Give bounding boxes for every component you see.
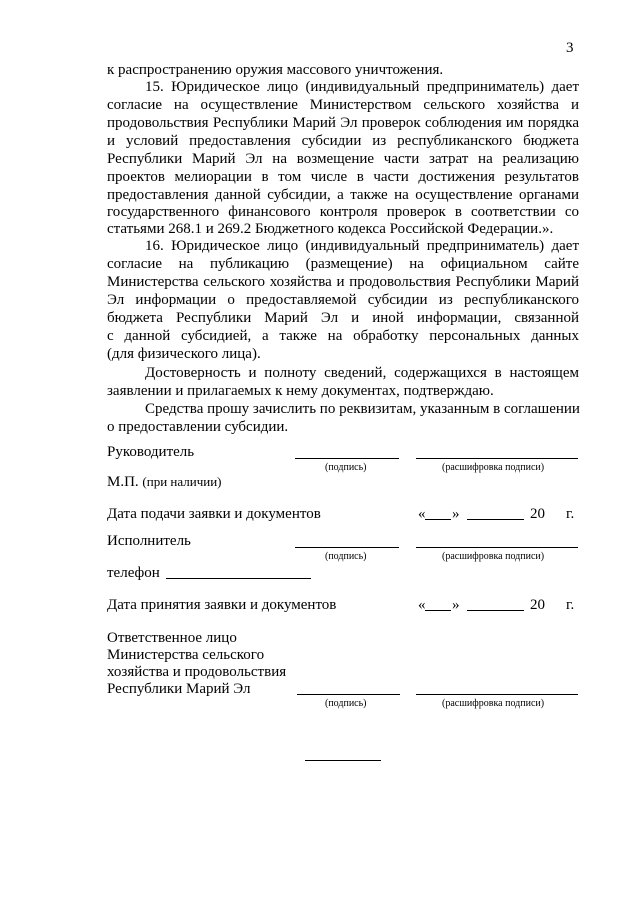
text-line: продовольствия Республики Марий Эл проверок соблюдения им порядка	[107, 115, 579, 131]
executor-decoding-line[interactable]	[416, 547, 578, 548]
text-line: 16. Юридическое лицо (индивидуальный предприниматель) дает	[145, 238, 579, 254]
head-label: Руководитель	[107, 444, 195, 460]
signature-caption: (подпись)	[325, 698, 367, 709]
text-line: и условий предоставления субсидии из республиканского бюджета	[107, 133, 579, 149]
acceptance-day-field[interactable]	[425, 610, 451, 611]
decoding-caption: (расшифровка подписи)	[442, 698, 545, 709]
stamp-note: (при наличии)	[142, 474, 222, 489]
acceptance-year-prefix: 20	[530, 597, 545, 613]
submission-date-open-quote: «	[418, 506, 426, 522]
signature-caption: (подпись)	[325, 551, 367, 562]
text-line: Достоверность и полноту сведений, содержащихся в настоящем	[145, 365, 579, 381]
responsible-signature-line[interactable]	[297, 694, 400, 695]
decoding-caption: (расшифровка подписи)	[442, 462, 545, 473]
text-line: 15. Юридическое лицо (индивидуальный предприниматель) дает	[145, 79, 579, 95]
text-line: согласие на публикацию (размещение) на официальном сайте	[107, 256, 579, 272]
acceptance-month-field[interactable]	[467, 610, 524, 611]
executor-signature-line[interactable]	[295, 547, 399, 548]
stamp-row	[107, 474, 221, 490]
signature-caption: (подпись)	[325, 462, 367, 473]
text-line: предоставления данной субсидии, а также на осуществление органами	[107, 187, 579, 203]
text-line: заявлении и прилагаемых к нему документах, подтверждаю.	[107, 383, 494, 399]
stamp-label: М.П.	[107, 474, 139, 490]
text-line: государственного финансового контроля проверок в соответствии со	[107, 204, 579, 220]
text-line: с данной субсидией, а также на обработку персональных данных	[107, 328, 579, 344]
text-line: согласие на осуществление Министерством сельского хозяйства и	[107, 97, 579, 113]
submission-date-close-quote: »	[452, 506, 460, 522]
acceptance-year-suffix: г.	[566, 597, 575, 613]
phone-field[interactable]	[166, 578, 311, 579]
text-line: статьями 268.1 и 269.2 Бюджетного кодекса Российской Федерации.».	[107, 221, 554, 237]
responsible-line: хозяйства и продовольствия	[107, 664, 287, 680]
head-signature-line[interactable]	[295, 458, 399, 459]
text-line: Министерства сельского хозяйства и продовольствия Республики Марий	[107, 274, 579, 290]
decoding-caption: (расшифровка подписи)	[442, 551, 545, 562]
submission-year-suffix: г.	[566, 506, 575, 522]
text-line: к распространению оружия массового уничтожения.	[107, 62, 444, 78]
acceptance-date-open-quote: «	[418, 597, 426, 613]
acceptance-date-close-quote: »	[452, 597, 460, 613]
submission-date-label: Дата подачи заявки и документов	[107, 506, 321, 522]
submission-month-field[interactable]	[467, 519, 524, 520]
text-line: о предоставлении субсидии.	[107, 419, 289, 435]
submission-day-field[interactable]	[425, 519, 451, 520]
responsible-line: Ответственное лицо	[107, 630, 237, 646]
text-line: Республики Марий Эл на возмещение части затрат на реализацию	[107, 151, 579, 167]
acceptance-date-label: Дата принятия заявки и документов	[107, 597, 337, 613]
responsible-line: Республики Марий Эл	[107, 681, 251, 697]
submission-year-prefix: 20	[530, 506, 545, 522]
responsible-line: Министерства сельского	[107, 647, 265, 663]
phone-label: телефон	[107, 565, 160, 581]
text-line: проектов мелиорации в том числе в части достижения результатов	[107, 169, 579, 185]
text-line: Эл информации о предоставляемой субсидии из республиканского	[107, 292, 579, 308]
page-number: 3	[566, 40, 574, 56]
closing-divider	[305, 760, 381, 761]
text-line: (для физического лица).	[107, 346, 261, 362]
head-decoding-line[interactable]	[416, 458, 578, 459]
text-line: Средства прошу зачислить по реквизитам, указанным в соглашении	[145, 401, 580, 417]
executor-label: Исполнитель	[107, 533, 191, 549]
responsible-decoding-line[interactable]	[416, 694, 578, 695]
text-line: бюджета Республики Марий Эл и иной информации, связанной	[107, 310, 579, 326]
